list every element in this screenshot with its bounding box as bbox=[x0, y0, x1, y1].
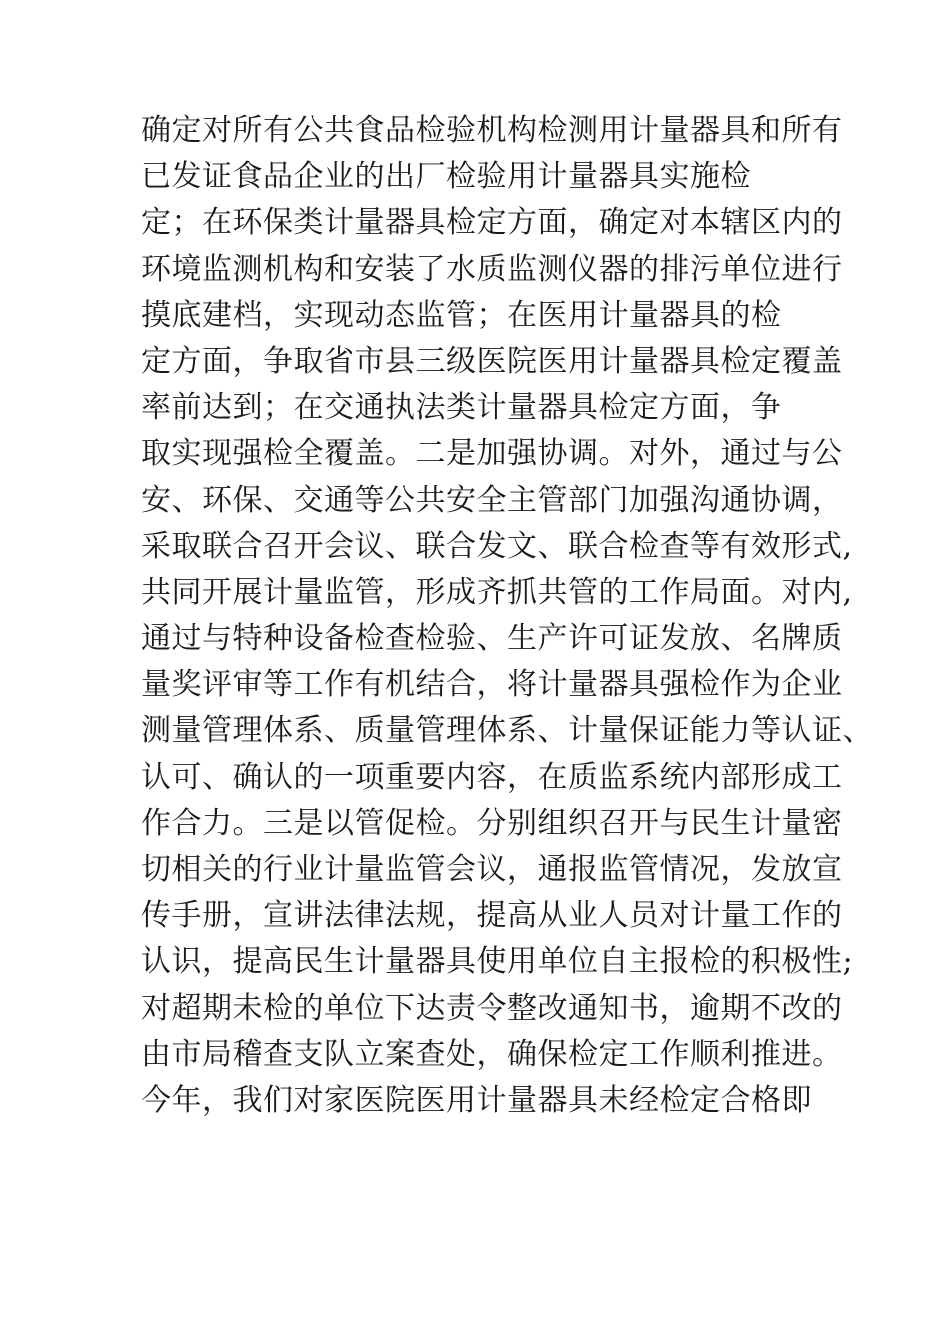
text-line-16: 作合力。三是以管促检。分别组织召开与民生计量密 bbox=[141, 805, 843, 841]
text-line-14: 测量管理体系、质量管理体系、计量保证能力等认证、 bbox=[141, 713, 873, 749]
text-line-3: 定；在环保类计量器具检定方面，确定对本辖区内的 bbox=[141, 205, 843, 241]
text-line-1: 确定对所有公共食品检验机构检测用计量器具和所有 bbox=[141, 113, 843, 148]
text-line-21: 由市局稽查支队立案查处，确保检定工作顺利推进。 bbox=[141, 1036, 843, 1072]
text-line-12: 通过与特种设备检查检验、生产许可证发放、名牌质 bbox=[141, 621, 843, 657]
text-line-11: 共同开展计量监管，形成齐抓共管的工作局面。对内, bbox=[141, 574, 853, 610]
body-text bbox=[141, 108, 873, 1124]
text-line-10: 采取联合召开会议、联合发文、联合检查等有效形式, bbox=[141, 528, 853, 564]
text-line-6: 定方面，争取省市县三级医院医用计量器具检定覆盖 bbox=[141, 343, 843, 379]
text-line-17: 切相关的行业计量监管会议，通报监管情况，发放宣 bbox=[141, 852, 843, 887]
text-line-22: 今年，我们对家医院医用计量器具未经检定合格即 bbox=[141, 1082, 812, 1118]
text-line-13: 量奖评审等工作有机结合，将计量器具强检作为企业 bbox=[141, 667, 843, 703]
text-line-8: 取实现强检全覆盖。二是加强协调。对外，通过与公 bbox=[141, 436, 843, 472]
text-line-15: 认可、确认的一项重要内容，在质监系统内部形成工 bbox=[141, 759, 843, 795]
text-line-4: 环境监测机构和安装了水质监测仪器的排污单位进行 bbox=[141, 251, 843, 287]
text-line-2: 已发证食品企业的出厂检验用计量器具实施检 bbox=[141, 159, 751, 195]
text-line-20: 对超期未检的单位下达责令整改通知书，逾期不改的 bbox=[141, 990, 843, 1026]
text-line-9: 安、环保、交通等公共安全主管部门加强沟通协调， bbox=[141, 482, 843, 518]
text-line-18: 传手册，宣讲法律法规，提高从业人员对计量工作的 bbox=[141, 898, 843, 934]
text-line-7: 率前达到；在交通执法类计量器具检定方面，争 bbox=[141, 390, 782, 426]
text-line-19: 认识，提高民生计量器具使用单位自主报检的积极性; bbox=[141, 944, 854, 980]
text-line-5: 摸底建档，实现动态监管；在医用计量器具的检 bbox=[141, 297, 782, 333]
